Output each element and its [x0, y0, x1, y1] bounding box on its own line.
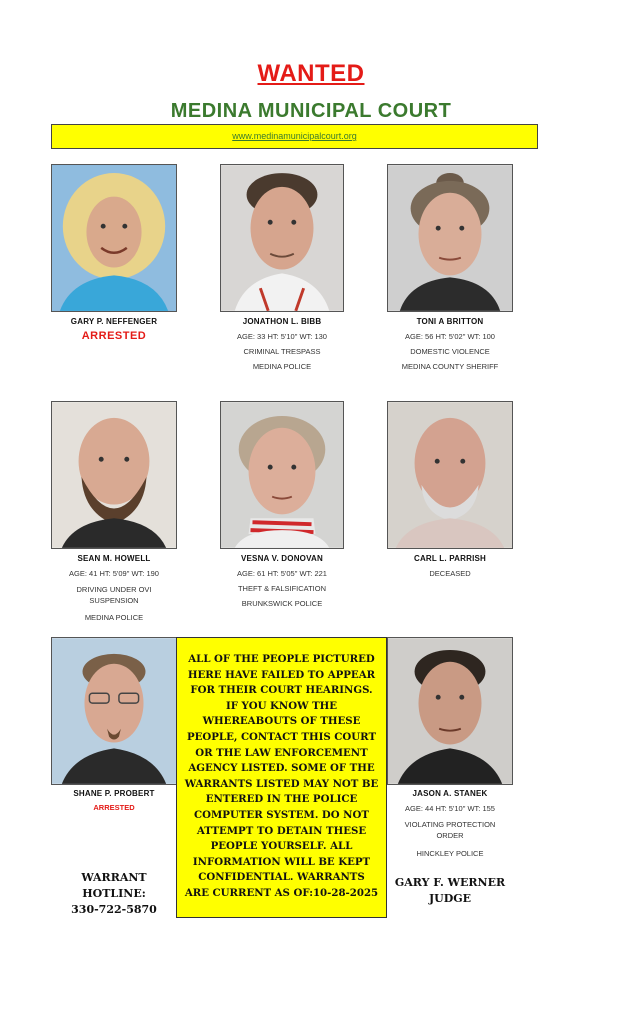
- person-details: AGE: 41 HT: 5'09" WT: 190: [69, 569, 159, 578]
- notice-line: ENTERED IN THE POLICE: [205, 793, 358, 806]
- warrant-hotline: [41, 870, 187, 918]
- notice-line: OR THE LAW ENFORCEMENT: [195, 746, 368, 759]
- notice-line: PEOPLE, CONTACT THIS COURT: [186, 730, 377, 743]
- person-agency: MEDINA POLICE: [84, 613, 144, 622]
- mugshot-woman-short-hair: [221, 402, 343, 548]
- notice-line: AGENCY LISTED. SOME OF THE: [188, 762, 375, 775]
- photo-gary-neffenger: [51, 164, 177, 312]
- person-charge: VIOLATING PROTECTION: [404, 820, 496, 829]
- notice-line: WHEREABOUTS OF THESE: [202, 715, 361, 728]
- notice-line: ALL OF THE PEOPLE PICTURED: [188, 653, 375, 665]
- mugshot-man-glasses-goatee: [52, 638, 176, 784]
- wanted-title: WANTED: [257, 60, 365, 87]
- person-charge-cont: ORDER: [436, 831, 464, 840]
- notice-line: HERE HAVE FAILED TO APPEAR: [187, 668, 376, 681]
- judge-name: GARY F. WERNER: [394, 876, 506, 889]
- notice-line: FOR THEIR COURT HEARINGS.: [190, 684, 373, 697]
- website-link[interactable]: www.medinamunicipalcourt.org: [232, 131, 357, 141]
- court-name: MEDINA MUNICIPAL COURT: [170, 100, 452, 122]
- person-name: SEAN M. HOWELL: [77, 554, 151, 563]
- judge-title: JUDGE: [428, 892, 472, 905]
- judge-signature-block: [387, 875, 513, 907]
- notice-line: ARE CURRENT AS OF:10-28-2025: [184, 886, 379, 899]
- person-agency: BRUNKSWICK POLICE: [241, 599, 323, 608]
- person-charge: DRIVING UNDER OVI: [76, 585, 152, 594]
- person-name: GARY P. NEFFENGER: [70, 317, 158, 326]
- notice-line: WARRANTS LISTED MAY NOT BE: [184, 777, 379, 790]
- person-name: VESNA V. DONOVAN: [240, 554, 324, 563]
- hotline-label: WARRANT: [81, 871, 147, 884]
- warrant-notice: [176, 637, 387, 918]
- notice-line: COMPUTER SYSTEM. DO NOT: [194, 808, 369, 821]
- photo-jason-stanek: [387, 637, 513, 785]
- person-agency: MEDINA COUNTY SHERIFF: [401, 362, 499, 371]
- notice-line: IF YOU KNOW THE: [225, 699, 338, 712]
- photo-jonathon-bibb: [220, 164, 344, 312]
- mugshot-man-dark-short-hair: [388, 638, 512, 784]
- notice-line: INFORMATION WILL BE KEPT: [192, 855, 371, 868]
- mugshot-curly-blonde-hair-man: [52, 165, 176, 311]
- photo-carl-parrish: [387, 401, 513, 549]
- mugshot-bald-bearded-man: [52, 402, 176, 548]
- person-agency: MEDINA POLICE: [252, 362, 312, 371]
- person-details: AGE: 56 HT: 5'02" WT: 100: [405, 332, 495, 341]
- hotline-phone[interactable]: 330-722-5870: [71, 903, 157, 916]
- mugshot-young-man-short-hair: [221, 165, 343, 311]
- person-name: JONATHON L. BIBB: [242, 317, 322, 326]
- notice-line: PEOPLE YOURSELF. ALL: [210, 840, 353, 853]
- mugshot-woman-hair-up: [388, 165, 512, 311]
- person-charge: THEFT & FALSIFICATION: [237, 584, 327, 593]
- person-charge-cont: SUSPENSION: [89, 596, 139, 605]
- status-arrested: ARRESTED: [93, 803, 135, 812]
- person-details: AGE: 33 HT: 5'10" WT: 130: [237, 332, 327, 341]
- photo-vesna-donovan: [220, 401, 344, 549]
- website-banner: [51, 124, 538, 149]
- person-name: JASON A. STANEK: [412, 789, 488, 798]
- person-details: AGE: 44 HT: 5'10" WT: 155: [405, 804, 495, 813]
- person-charge: DOMESTIC VIOLENCE: [410, 347, 490, 356]
- person-charge: CRIMINAL TRESPASS: [243, 347, 321, 356]
- person-name: CARL L. PARRISH: [413, 554, 487, 563]
- photo-toni-britton: [387, 164, 513, 312]
- person-name: SHANE P. PROBERT: [73, 789, 155, 798]
- photo-sean-howell: [51, 401, 177, 549]
- mugshot-older-man-gray-beard: [388, 402, 512, 548]
- person-agency: HINCKLEY POLICE: [416, 849, 484, 858]
- person-name: TONI A BRITTON: [416, 317, 484, 326]
- photo-shane-probert: [51, 637, 177, 785]
- status-arrested: ARRESTED: [81, 330, 147, 342]
- hotline-label-cont: HOTLINE:: [82, 887, 146, 900]
- person-details: AGE: 61 HT: 5'05" WT: 221: [237, 569, 327, 578]
- status-deceased: DECEASED: [429, 569, 471, 578]
- notice-line: ATTEMPT TO DETAIN THESE: [196, 824, 367, 837]
- notice-line: CONFIDENTIAL. WARRANTS: [198, 871, 365, 884]
